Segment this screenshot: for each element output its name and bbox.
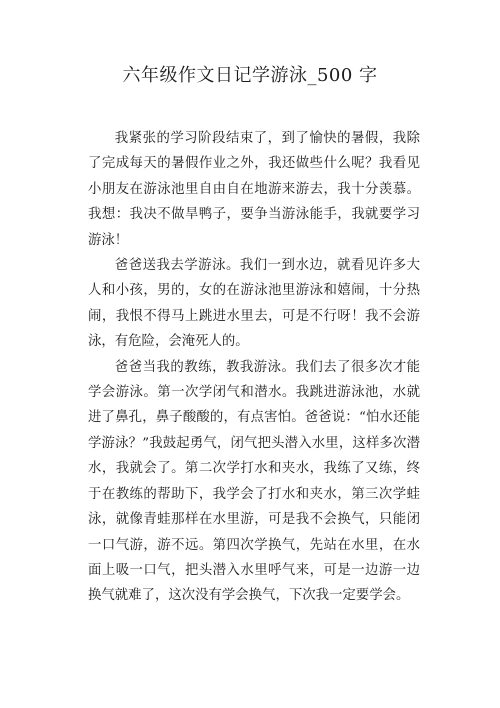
- paragraph-3: 爸爸当我的教练，教我游泳。我们去了很多次才能学会游泳。第一次学闭气和潜水。我跳进游泳池，水就进了鼻孔，鼻子酸酸的，有点害怕。爸爸说：“怕水还能学游泳？”我鼓起勇气，闭气把头潜入水里，这样多次潜水，我就会了。第二次学打水和夹水，我练了又练，终于在教练的帮助下，我学会了打水和夹水，第三次学蛙泳，就像青蛙那样在水里游，可是我不会换气，只能闭一口气游，游不远。第四次学换气，先站在水里，在水面上吸一口气，把头潜入水里呼气来，可是一边游一边换气就难了，这次没有学会换气，下次我一定要学会。: [88, 359, 420, 604]
- paragraph-2: 爸爸送我去学游泳。我们一到水边，就看见许多大人和小孩，男的，女的在游泳池里游泳和嬉闹，十分热闹，我恨不得马上跳进水里去，可是不行呀！我不会游泳，有危险，会淹死人的。: [88, 258, 420, 350]
- page-title: 六年级作文日记学游泳_500 字: [122, 65, 378, 86]
- article-body: [88, 126, 420, 609]
- paragraph-1: 我紧张的学习阶段结束了，到了愉快的暑假，我除了完成每天的暑假作业之外，我还做些什么呢？我看见小朋友在游泳池里自由自在地游来游去，我十分羡慕。我想：我决不做旱鸭子，要争当游泳能手，我就要学习游泳！: [88, 131, 420, 248]
